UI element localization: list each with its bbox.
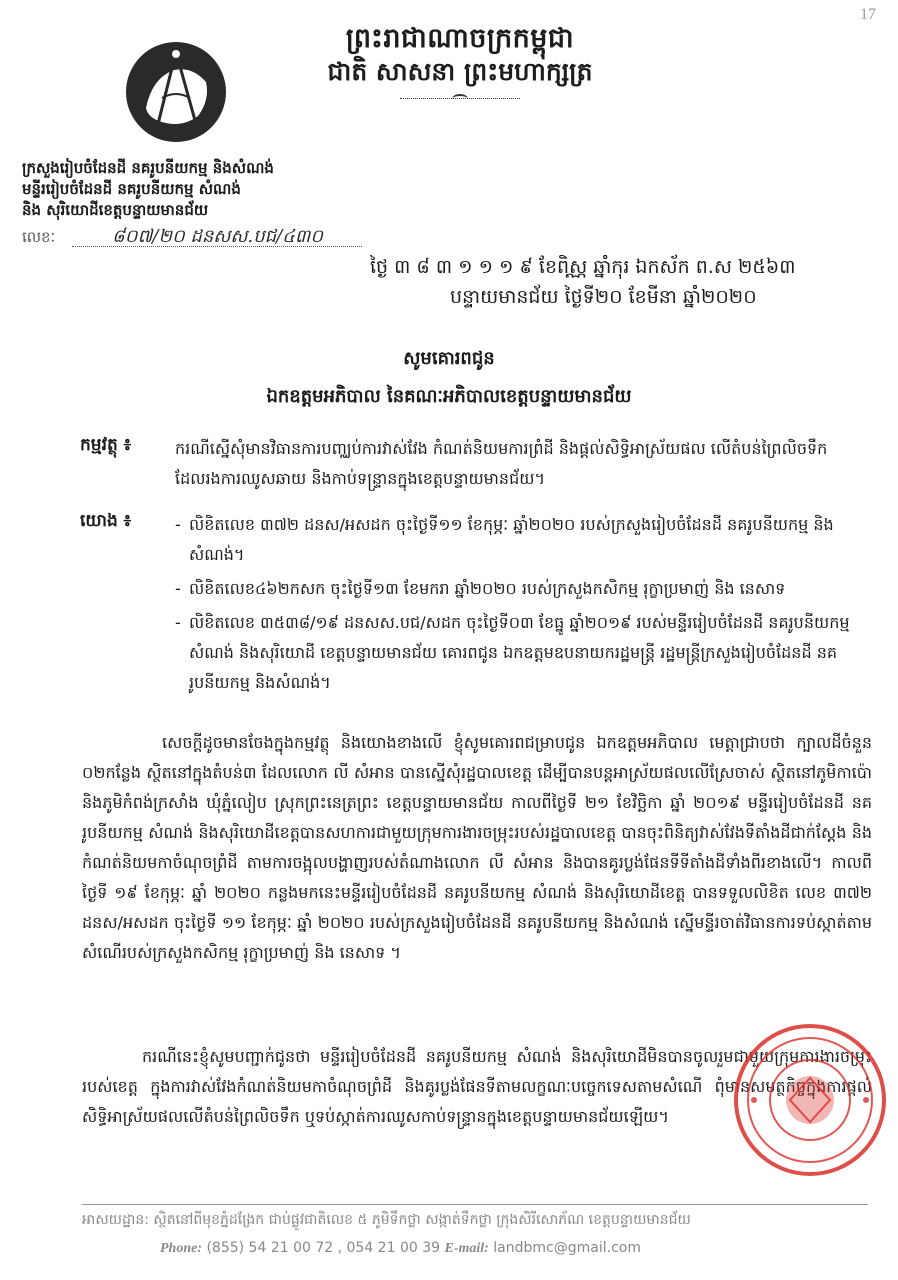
national-motto: ជាតិ សាសនា ព្រះមហាក្សត្រ (327, 57, 593, 86)
ministry-line-3: និង សុរិយោដីខេត្តបន្ទាយមានជ័យ (22, 201, 209, 219)
official-stamp-icon (730, 1020, 890, 1180)
reference-label: លេខៈ (22, 228, 56, 246)
footer-divider (82, 1204, 868, 1205)
reference-value: ៨០៧/២០ ដនសស.បជ/៤៣០ (112, 226, 324, 247)
subject-label: កម្មវត្ថុ ៖ (80, 435, 132, 455)
ministry-emblem-icon (122, 38, 230, 146)
body-paragraph-1: សេចក្តីដូចមានចែងក្នុងកម្មវត្ថុ និងយោងខាងលើ ខ្ញុំសូមគោរពជម្រាបជូន ឯកឧត្តមអភិបាល មេត្តាជ្រាបថា ក្បាលដីចំនួន ០២កន្លែង ស្ថិតនៅក្នុងតំបន់៣ ដែលលោក លី សំអាន បានស្នើសុំរដ្ឋបាលខេត្ត ដើម្បីបានបន្តអាស្រ័យផលលើស្រែចាស់ ស្ថិតនៅភូមិកាប៉ោ និងភូមិកំពង់ក្រសាំង ឃុំភ្នំលៀប ស្រុកព្រះនេត្រព្រះ ខេត្តបន្ទាយមានជ័យ កាលពីថ្ងៃទី ២១ ខែវិច្ឆិកា ឆ្នាំ ២០១៩ មន្ទីររៀបចំដែនដី នគរូបនីយកម្ម សំណង់ និងសុរិយោដីខេត្តបានសហការជាមួយក្រុមការងារចម្រុះរបស់រដ្ឋបាលខេត្ត បានចុះពិនិត្យវាស់វែងទីតាំងដីជាក់ស្តែង និងកំណត់និយមកាចំណុចព្រំដី តាមការចង្អុលបង្ហាញរបស់តំណាងលោក លី សំអាន និងបានគូរប្លង់ផែនទីទីតាំងដីទាំងពីរខាងលើ។ កាលពីថ្ងៃទី ១៩ ខែកុម្ភៈ ឆ្នាំ ២០២០ កន្លងមកនេះមន្ទីររៀបចំដែនដី នគរូបនីយកម្ម សំណង់ និងសុរិយោដីខេត្ត បានទទួលលិខិត លេខ ៣៧២ ដនស/អសដក ចុះថ្ងៃទី ១១ ខែកុម្ភៈ ឆ្នាំ ២០២០ របស់ក្រសួងរៀបចំដែនដី នគរូបនីយកម្ម និងសំណង់ ស្នើមន្ទីរចាត់វិធានការទប់ស្កាត់តាមសំណើរបស់ក្រសួងកសិកម្ម រុក្ខាប្រមាញ់ និង នេសាទ ។ (82, 733, 873, 962)
footer-contact (160, 1240, 860, 1257)
date-block (370, 252, 870, 312)
email-label: E-mail: (444, 1241, 489, 1256)
body-paragraph-2: ករណីនេះខ្ញុំសូមបញ្ជាក់ជូនថា មន្ទីររៀបចំដែនដី នគរូបនីយកម្ម សំណង់ និងសុរិយោដីមិនបានចូលរួមជាមួយក្រុមការងារចម្រុះរបស់ខេត្ត ក្នុងការវាស់វែងកំណត់និយមកាចំណុចព្រំដី និងគូរប្លង់ផែនទីតាមលក្ខណៈបច្ចេកទេសតាមសំណើ ពុំមានសមត្ថកិច្ចក្នុងការផ្តល់សិទ្ធិអាស្រ័យផលលើតំបន់ព្រៃលិចទឹក ឬទប់ស្កាត់ការឈូសកាប់ទន្ទ្រានក្នុងខេត្តបន្ទាយមានជ័យឡើយ។ (82, 1047, 872, 1126)
subject-text: ករណីស្នើសុំមានវិធានការបញ្ឈប់ការវាស់វែង កំណត់និយមការព្រំដី និងផ្តល់សិទ្ធិអាស្រ័យផល លើតំបន់ព្រៃលិចទឹក ដែលរងការឈូសឆាយ និងកាប់ទន្ទ្រានក្នុងខេត្តបន្ទាយមានជ័យ។ (175, 439, 828, 488)
phone-number: (855) 54 21 00 72 , 054 21 00 39 (206, 1240, 441, 1256)
email-address: landbmc@gmail.com (493, 1240, 641, 1256)
footer-address: អាសយដ្ឋាន: ស្ថិតនៅពីមុខភ្នំដង្រែក ជាប់ផ្លូវជាតិលេខ ៥ ភូមិទឹកថ្លា សង្កាត់ទឹកថ្លា ក្រុងសិរីសោភ័ណ ខេត្តបន្ទាយមានជ័យ (82, 1212, 691, 1228)
kingdom-title: ព្រះរាជាណាចក្រកម្ពុជា (345, 23, 575, 54)
ministry-block (22, 158, 352, 221)
reference-item: - លិខិតលេខ៤៦២កសក ចុះថ្ងៃទី១៣ ខែមករា ឆ្នាំ២០២០ របស់ក្រសួងកសិកម្ម រុក្ខាប្រមាញ់ និង នេសាទ (175, 574, 875, 604)
lunar-date: ថ្ងៃ ៣ ៨ ៣ ១ ១ ១ ៩ ខែពិស្ណ ឆ្នាំកុរ ឯកស័ក ព.ស ២៥៦៣ (370, 256, 796, 278)
ministry-line-2: មន្ទីររៀបចំដែនដី នគរូបនីយកម្ម សំណង់ (22, 180, 241, 198)
ornament-divider (400, 94, 520, 102)
kingdom-header (250, 22, 670, 102)
references-list (175, 510, 875, 702)
salutation: សូមគោរពជូន (403, 348, 495, 369)
solar-date: បន្ទាយមានជ័យ ថ្ងៃទី២០ ខែមីនា ឆ្នាំ២០២០ (450, 286, 757, 308)
reference-number (22, 222, 362, 252)
ministry-line-1: ក្រសួងរៀបចំដែនដី នគរូបនីយកម្ម និងសំណង់ (22, 159, 274, 177)
recipient: ឯកឧត្តមអភិបាល នៃគណៈអភិបាលខេត្តបន្ទាយមានជ័យ (266, 386, 632, 407)
page-number: 17 (860, 6, 876, 23)
phone-label: Phone: (160, 1241, 202, 1256)
reference-item: - លិខិតលេខ ៣៥៣៨/១៩ ដនសស.បជ/សដក ចុះថ្ងៃទី០៣ ខែធ្នូ ឆ្នាំ២០១៩ របស់មន្ទីររៀបចំដែនដី នគរូបនីយកម្ម សំណង់ និងសុរិយោដី ខេត្តបន្ទាយមានជ័យ គោរពជូន ឯកឧត្តមឧបនាយករដ្ឋមន្ត្រី រដ្ឋមន្ត្រីក្រសួងរៀបចំដែនដី នគរូបនីយកម្ម និងសំណង់។ (175, 608, 875, 698)
reference-item: - លិខិតលេខ ៣៧២ ដនស/អសដក ចុះថ្ងៃទី១១ ខែកុម្ភៈ ឆ្នាំ២០២០ របស់ក្រសួងរៀបចំដែនដី នគរូបនីយកម្ម និងសំណង់។ (175, 510, 875, 570)
references-label: យោង ៖ (80, 511, 132, 531)
